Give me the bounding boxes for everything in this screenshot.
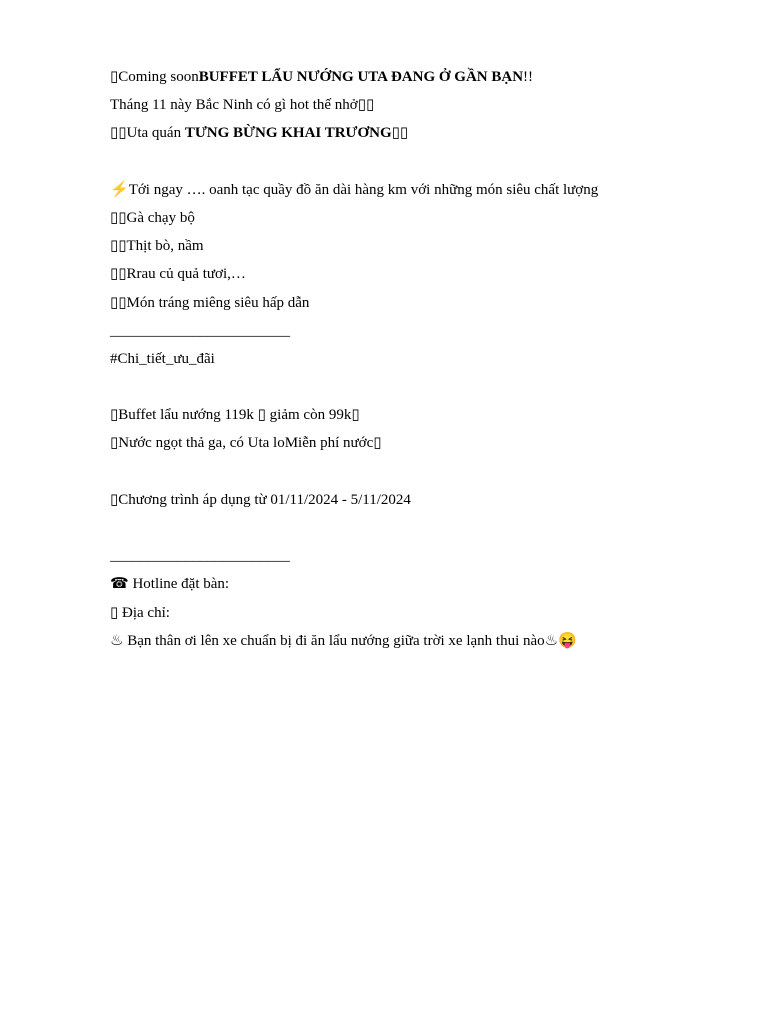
invite-text: Tới ngay …. oanh tạc quầy đồ ăn dài hàng km với những món siêu chất lượng <box>128 181 599 198</box>
blank-line <box>110 376 730 404</box>
drinks-line <box>110 432 730 460</box>
hot-springs-icon: ♨ <box>544 632 559 649</box>
hashtag-line: #Chi_tiết_ưu_đãi <box>110 350 215 367</box>
closing-line <box>110 630 730 658</box>
list-item <box>110 292 730 320</box>
placeholder-glyph-icon: ▯▯ <box>110 209 127 226</box>
separator-line: ________________________ <box>110 322 290 339</box>
placeholder-glyph-icon: ▯▯ <box>110 294 127 311</box>
opening-bold-text: TƯNG BỪNG KHAI TRƯƠNG <box>184 125 392 142</box>
placeholder-glyph-icon: ▯▯ <box>391 125 409 142</box>
separator-line: ________________________ <box>110 548 290 565</box>
placeholder-glyph-icon: ▯▯ <box>110 238 127 255</box>
address-line <box>110 602 730 630</box>
list-item-text: Món tráng miêng siêu hấp dẫn <box>126 294 310 311</box>
offer-discount-text: giảm còn 99k <box>265 407 352 424</box>
program-text: Chương trình áp dụng từ 01/11/2024 - 5/11/2024 <box>118 491 411 508</box>
address-label: Địa chỉ: <box>118 604 170 621</box>
list-item-text: Thịt bò, nầm <box>126 238 204 255</box>
tongue-face-icon: 😝 <box>558 632 577 649</box>
intro-text: Tháng 11 này Bắc Ninh có gì hot thế nhở <box>110 97 358 114</box>
hot-springs-icon: ♨ <box>110 632 124 649</box>
offer-line <box>110 404 730 432</box>
placeholder-glyph-icon: ▯ <box>351 407 360 424</box>
lightning-icon: ⚡ <box>110 181 129 198</box>
headline-exclaim: !! <box>523 69 534 85</box>
placeholder-glyph-icon: ▯▯ <box>110 125 127 142</box>
intro-line <box>110 94 730 122</box>
placeholder-glyph-icon: ▯ <box>110 69 119 85</box>
list-item-text: Gà chạy bộ <box>126 209 195 226</box>
list-item <box>110 235 730 263</box>
list-item <box>110 263 730 291</box>
hotline-line <box>110 573 730 601</box>
headline-line <box>110 66 730 94</box>
document-page <box>110 66 730 658</box>
placeholder-glyph-icon: ▯ <box>110 491 119 508</box>
placeholder-glyph-icon: ▯ <box>110 435 119 452</box>
blank-line <box>110 151 730 179</box>
opening-prefix: Uta quán <box>126 125 185 142</box>
phone-icon: ☎ <box>110 576 129 593</box>
placeholder-glyph-icon: ▯▯ <box>357 97 375 114</box>
drinks-text: Nước ngọt thả ga, có Uta loMiễn phí nước <box>118 435 374 452</box>
opening-line <box>110 122 730 150</box>
arrow-placeholder-icon: ▯ <box>257 407 266 424</box>
placeholder-glyph-icon: ▯ <box>373 435 382 452</box>
list-item-text: Rrau củ quả tươi,… <box>126 266 246 283</box>
blank-line <box>110 461 730 489</box>
placeholder-glyph-icon: ▯ <box>110 407 119 424</box>
blank-line <box>110 517 730 545</box>
program-line <box>110 489 730 517</box>
invite-line <box>110 179 730 207</box>
placeholder-glyph-icon: ▯▯ <box>110 266 127 283</box>
hotline-label: Hotline đặt bàn: <box>128 576 230 593</box>
closing-text: Bạn thân ơi lên xe chuẩn bị đi ăn lẩu nướng giữa trời xe lạnh thui nào <box>123 632 545 649</box>
pin-placeholder-icon: ▯ <box>110 604 119 621</box>
coming-soon-text: Coming soon <box>118 69 199 85</box>
list-item <box>110 207 730 235</box>
offer-text: Buffet lẩu nướng 119k <box>118 407 258 424</box>
headline-bold-text: BUFFET LẨU NƯỚNG UTA ĐANG Ở GẦN BẠN <box>198 69 524 85</box>
